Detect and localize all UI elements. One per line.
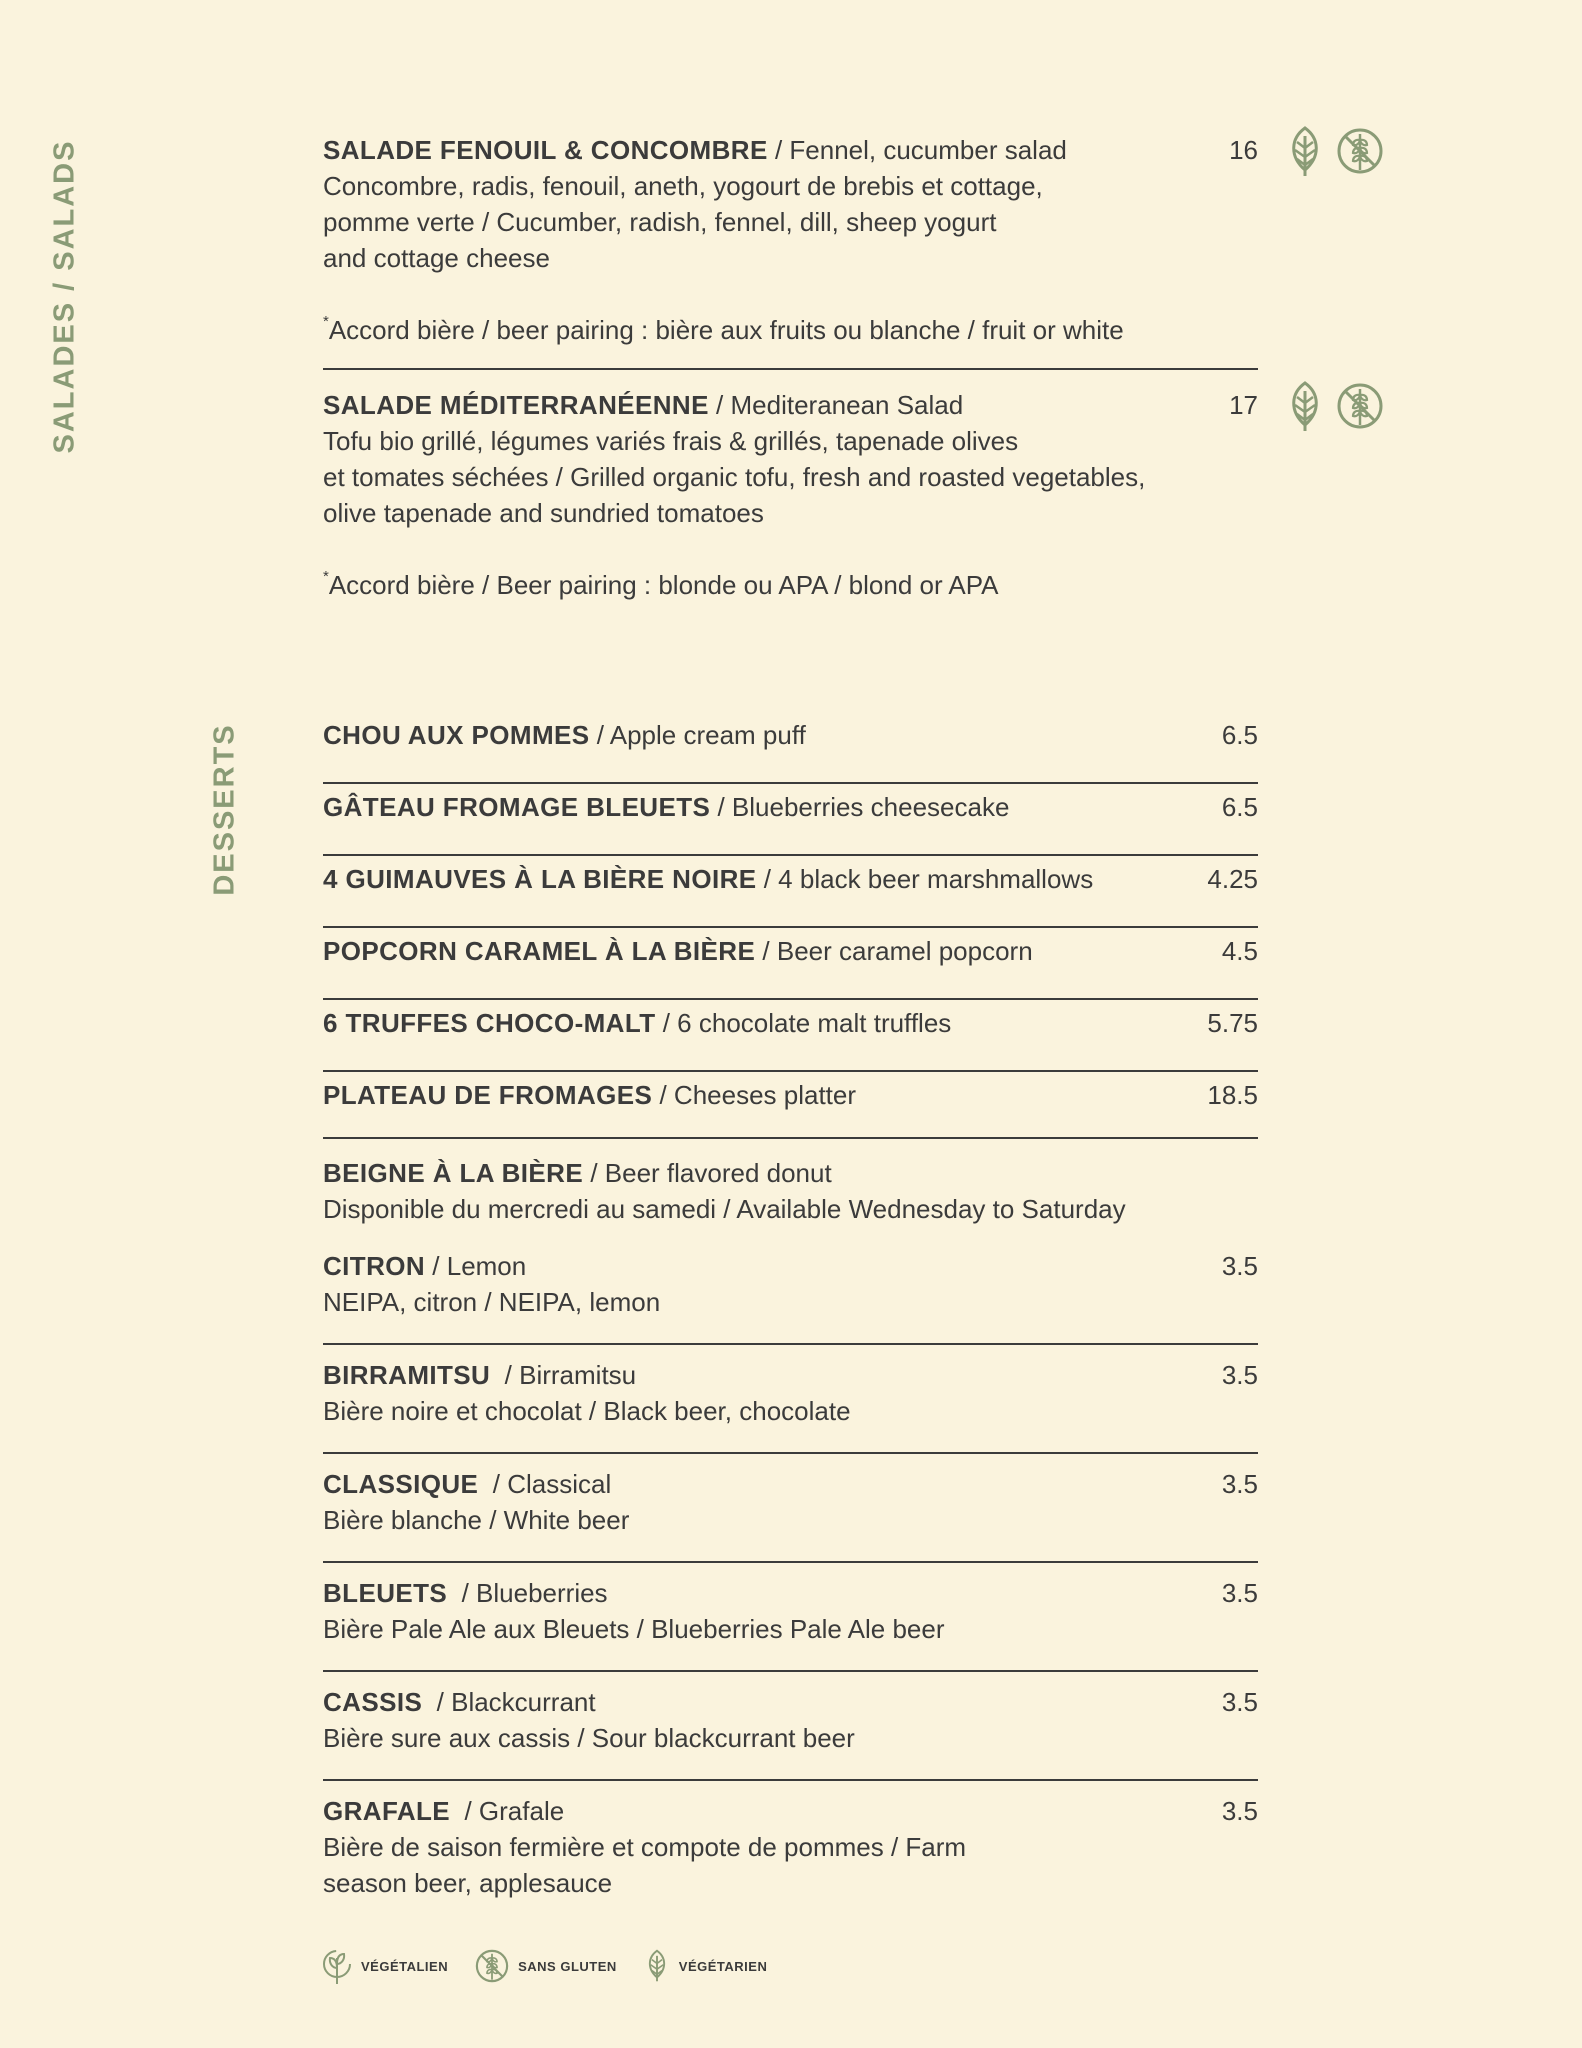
item-price: 5.75 [1207, 1008, 1258, 1038]
item-subtitle: / 4 black beer marshmallows [756, 864, 1094, 894]
item-description: et tomates séchées / Grilled organic tofu, fresh and roasted vegetables, [323, 462, 1146, 492]
asterisk: * [323, 568, 329, 585]
item-name: BLEUETS [323, 1578, 448, 1608]
donut-flavor-item [323, 1793, 1258, 1901]
item-subtitle: / Birramitsu [490, 1360, 637, 1390]
item-price: 17 [1229, 390, 1258, 420]
item-name: CHOU AUX POMMES [323, 720, 590, 750]
salad-item [323, 387, 1258, 603]
donut-flavor-item [323, 1466, 1258, 1575]
item-subtitle: / Classical [478, 1469, 612, 1499]
item-price: 3.5 [1221, 1578, 1258, 1608]
section-label-desserts: DESSERTS [208, 723, 241, 896]
item-description: Bière noire et chocolat / Black beer, chocolate [323, 1396, 851, 1426]
legend-item-vegan [321, 1946, 448, 1986]
item-name: SALADE FENOUIL & CONCOMBRE [323, 135, 768, 165]
divider [323, 1779, 1258, 1781]
item-description: Tofu bio grillé, légumes variés frais & grillés, tapenade olives [323, 426, 1019, 456]
item-name: SALADE MÉDITERRANÉENNE [323, 390, 709, 420]
diet-legend [321, 1946, 793, 1986]
item-price: 3.5 [1221, 1251, 1258, 1281]
dessert-item [323, 712, 1258, 784]
item-description: pomme verte / Cucumber, radish, fennel, dill, sheep yogurt [323, 207, 997, 237]
beer-pairing: *Accord bière / beer pairing : bière aux fruits ou blanche / fruit or white [323, 313, 1124, 345]
item-description: NEIPA, citron / NEIPA, lemon [323, 1287, 661, 1317]
item-subtitle: / Blueberries [447, 1578, 608, 1608]
item-name: POPCORN CARAMEL À LA BIÈRE [323, 936, 756, 966]
item-description: Bière Pale Ale aux Bleuets / Blueberries Pale Ale beer [323, 1614, 945, 1644]
gluten-free-wheat-icon [474, 1948, 510, 1984]
dessert-item [323, 1072, 1258, 1139]
item-subtitle: / Fennel, cucumber salad [767, 135, 1067, 165]
item-subtitle: / Apple cream puff [589, 720, 806, 750]
vegan-sprout-icon [321, 1946, 353, 1986]
divider [323, 1670, 1258, 1672]
item-name: 4 GUIMAUVES À LA BIÈRE NOIRE [323, 864, 757, 894]
beer-pairing: *Accord bière / Beer pairing : blonde ou APA / blond or APA [323, 568, 999, 600]
donut-flavor-item [323, 1248, 1258, 1357]
donut-flavor-item [323, 1357, 1258, 1466]
item-name: CLASSIQUE [323, 1469, 479, 1499]
item-name: GÂTEAU FROMAGE BLEUETS [323, 792, 711, 822]
item-price: 4.5 [1221, 936, 1258, 966]
divider [323, 1452, 1258, 1454]
item-subtitle: / Blueberries cheesecake [710, 792, 1010, 822]
item-subtitle: / Mediteranean Salad [708, 390, 964, 420]
legend-label: VÉGÉTARIEN [678, 1958, 768, 1974]
item-subtitle: / Beer caramel popcorn [755, 936, 1033, 966]
vegetarian-leaf-icon [1283, 381, 1327, 433]
item-subtitle: / 6 chocolate malt truffles [655, 1008, 952, 1038]
item-description: olive tapenade and sundried tomatoes [323, 498, 764, 528]
salads-section [323, 132, 1258, 603]
vegetarian-leaf-icon [643, 1947, 671, 1985]
legend-label: SANS GLUTEN [518, 1958, 617, 1974]
legend-item-gluten-free [474, 1948, 617, 1984]
legend-label: VÉGÉTALIEN [361, 1958, 449, 1974]
asterisk: * [323, 313, 329, 330]
gluten-free-wheat-icon [1335, 126, 1385, 176]
item-price: 6.5 [1221, 720, 1258, 750]
item-subtitle: / Beer flavored donut [583, 1158, 832, 1188]
desserts-section [323, 712, 1258, 1901]
donut-flavor-item [323, 1684, 1258, 1793]
item-name: GRAFALE [323, 1796, 451, 1826]
item-description: Disponible du mercredi au samedi / Available Wednesday to Saturday [323, 1194, 1126, 1224]
divider [323, 1343, 1258, 1345]
item-subtitle: / Cheeses platter [652, 1080, 857, 1110]
dessert-item [323, 1000, 1258, 1072]
divider [323, 1561, 1258, 1563]
item-price: 3.5 [1221, 1687, 1258, 1717]
divider [323, 1137, 1258, 1139]
item-price: 18.5 [1207, 1080, 1258, 1110]
item-price: 3.5 [1221, 1469, 1258, 1499]
item-description: season beer, applesauce [323, 1868, 613, 1898]
item-description: Bière blanche / White beer [323, 1505, 630, 1535]
item-subtitle: / Lemon [425, 1251, 527, 1281]
item-subtitle: / Blackcurrant [422, 1687, 596, 1717]
dessert-item [323, 784, 1258, 856]
item-price: 3.5 [1221, 1796, 1258, 1826]
item-name: PLATEAU DE FROMAGES [323, 1080, 653, 1110]
donut-item [323, 1139, 1258, 1248]
item-description: Bière sure aux cassis / Sour blackcurrant beer [323, 1723, 855, 1753]
item-name: BIRRAMITSU [323, 1360, 491, 1390]
dessert-item [323, 856, 1258, 928]
item-name: CASSIS [323, 1687, 423, 1717]
item-name: 6 TRUFFES CHOCO-MALT [323, 1008, 656, 1038]
item-name: BEIGNE À LA BIÈRE [323, 1158, 584, 1188]
item-description: and cottage cheese [323, 243, 550, 273]
vegetarian-leaf-icon [1283, 126, 1327, 178]
gluten-free-wheat-icon [1335, 381, 1385, 431]
item-price: 6.5 [1221, 792, 1258, 822]
item-description: Bière de saison fermière et compote de pommes / Farm [323, 1832, 967, 1862]
item-price: 4.25 [1207, 864, 1258, 894]
dessert-item [323, 928, 1258, 1000]
item-description: Concombre, radis, fenouil, aneth, yogourt de brebis et cottage, [323, 171, 1043, 201]
divider [323, 368, 1258, 370]
legend-item-vegetarian [643, 1947, 768, 1985]
item-name: CITRON [323, 1251, 426, 1281]
item-subtitle: / Grafale [450, 1796, 565, 1826]
donut-flavor-item [323, 1575, 1258, 1684]
section-label-salads: SALADES / SALADS [48, 139, 81, 454]
item-price: 16 [1229, 135, 1258, 165]
item-price: 3.5 [1221, 1360, 1258, 1390]
salad-item [323, 132, 1258, 368]
